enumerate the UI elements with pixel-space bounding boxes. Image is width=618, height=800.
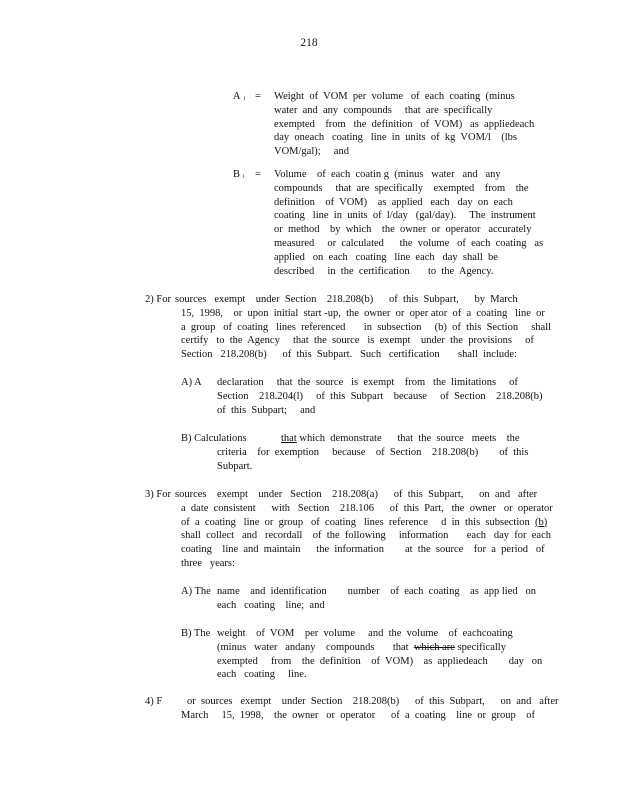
definition-text — [274, 90, 534, 159]
text-line: described in the certification to the Agency. — [274, 265, 494, 277]
text-line: each coating line. — [217, 669, 307, 681]
text-line: Section 218.204(l) of this Subpart because of Section 218.208(b) — [217, 390, 543, 402]
text-line: declaration that the source is exempt from the limitations of — [217, 377, 518, 388]
item-label: A) A — [181, 377, 202, 388]
item-label: B) The — [181, 628, 211, 639]
text-line: 15, 1998, or upon initial start -up, the owner or oper ator of a coating line or — [181, 307, 545, 319]
text-line: a group of coating lines referenced in subsection (b) of this Section shall — [181, 321, 552, 333]
text-line: coating line and maintain the information at the source for a period of — [181, 544, 545, 556]
text-line: or sources exempt under Section 218.208(b) of this Subpart, on and after — [187, 696, 559, 707]
text-line: sources exempt under Section 218.208(b) of this Subpart, by March — [175, 294, 518, 305]
text-line: criteria for exemption because of Section 218.208(b) of this — [217, 446, 529, 458]
underlined-insertion: that — [281, 433, 297, 444]
item-label: 4) F — [145, 696, 163, 707]
text-line: of a coating line or group of coating lines reference d in this subsection (b) — [181, 516, 548, 528]
text-line: weight of VOM per volume and the volume of eachcoating — [217, 628, 513, 639]
text-line: applied on each coating line each day shall be — [274, 251, 498, 263]
item-label: B) Calculations — [181, 433, 247, 444]
definition-symbol: B $_i$ — [233, 169, 245, 180]
text-line: three years: — [181, 557, 235, 569]
text-line: day oneach coating line in units of kg VOM/l (lbs — [274, 132, 518, 144]
text-line: compounds that are specifically exempted from the — [274, 182, 529, 194]
text-line: definition of VOM) as applied each day on each — [274, 196, 513, 208]
text-line: March 15, 1998, the owner or operator of a coating line or group of — [181, 709, 535, 721]
text-line: Weight of VOM per volume of each coating (minus — [274, 91, 515, 102]
text-line: (minus water andany compounds that which are specifically — [217, 641, 506, 653]
text-line: Section 218.208(b) of this Subpart. Such certification shall include: — [181, 349, 517, 361]
text-line: that which demonstrate that the source meets the — [281, 433, 520, 444]
equals-sign: = — [255, 169, 261, 180]
definition-text — [274, 168, 544, 278]
struck-text: which are — [413, 641, 455, 653]
text-line: exempted from the definition of VOM) as appliedeach — [274, 118, 535, 130]
underlined-insertion: (b) — [535, 516, 548, 528]
text-line: VOM/gal); and — [274, 146, 349, 158]
page-number: 218 — [300, 37, 318, 49]
text-line: a date consistent with Section 218.106 of this Part, the owner or operator — [181, 502, 553, 514]
text-line: sources exempt under Section 218.208(a) of this Subpart, on and after — [175, 489, 538, 500]
item-label: 2) For — [145, 294, 171, 305]
text-line: each coating line; and — [217, 599, 325, 611]
text-line: name and identification number of each coating as app lied on — [217, 586, 536, 597]
equals-sign: = — [255, 91, 261, 102]
text-line: or method by which the owner or operator accurately — [274, 224, 532, 236]
text-line: Subpart. — [217, 460, 253, 472]
text-line: water and any compounds that are specifically — [274, 104, 493, 116]
text-line: coating line in units of l/day (gal/day). The instrument — [274, 210, 536, 222]
definition-symbol: A $_i$ — [233, 91, 246, 102]
item-label: A) The — [181, 586, 211, 597]
text-line: certify to the Agency that the source is exempt under the provisions of — [181, 335, 534, 347]
text-line: exempted from the definition of VOM) as appliedeach day on — [217, 655, 543, 667]
item-label: 3) For — [145, 489, 171, 500]
text-line: Volume of each coatin g (minus water and any — [274, 169, 501, 180]
text-line: of this Subpart; and — [217, 404, 316, 416]
text-line: shall collect and recordall of the following information each day for each — [181, 530, 552, 542]
text-line: measured or calculated the volume of each coating as — [274, 237, 544, 249]
